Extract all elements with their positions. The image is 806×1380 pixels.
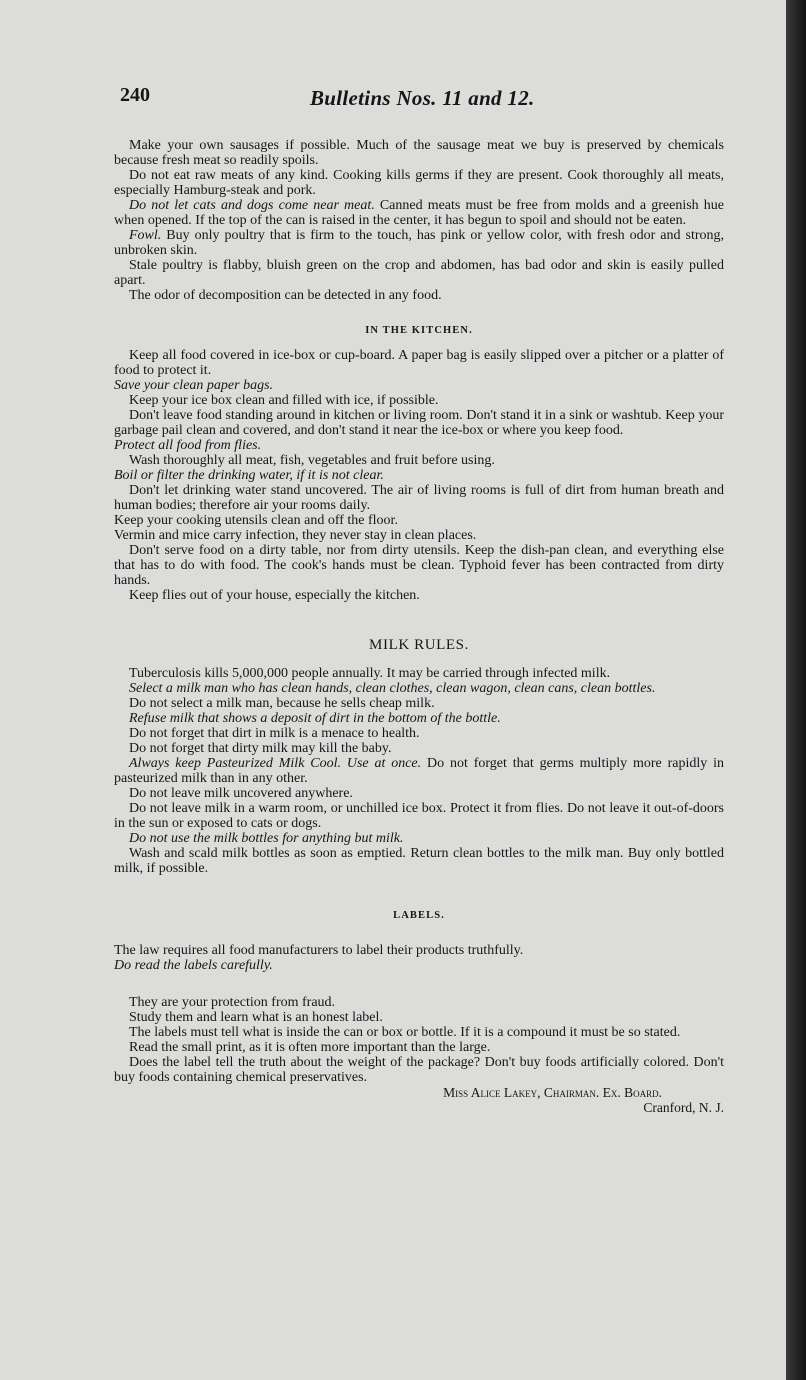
milk-rules-section bbox=[114, 666, 724, 876]
kitchen-heading: IN THE KITCHEN. bbox=[365, 325, 473, 336]
paragraph bbox=[114, 408, 724, 438]
paragraph bbox=[114, 1010, 724, 1025]
paragraph bbox=[114, 198, 724, 228]
labels-section bbox=[114, 995, 724, 1085]
paragraph bbox=[114, 711, 724, 726]
paragraph bbox=[114, 681, 724, 696]
paragraph-text: Stale poultry is flabby, bluish green on the crop and abdomen, has bad odor and skin is easily pulled apart. bbox=[114, 258, 724, 288]
paragraph-text: Wash and scald milk bottles as soon as emptied. Return clean bottles to the milk man. Buy only bottled milk, if possible. bbox=[114, 846, 724, 876]
paragraph bbox=[114, 528, 724, 543]
labels-heading: LABELS. bbox=[393, 910, 445, 921]
paragraph bbox=[114, 483, 724, 513]
paragraph-text: The odor of decomposition can be detected in any food. bbox=[129, 288, 442, 303]
paragraph bbox=[114, 1040, 724, 1055]
paragraph-text: Keep flies out of your house, especially the kitchen. bbox=[129, 588, 420, 603]
paragraph bbox=[114, 378, 724, 393]
running-title: Bulletins Nos. 11 and 12. bbox=[310, 86, 535, 110]
paragraph-text: Don't let drinking water stand uncovered. The air of living rooms is full of dirt from human breath and human bodies; therefore air your rooms daily. bbox=[114, 483, 724, 513]
paragraph bbox=[114, 801, 724, 831]
paragraph-text: Does the label tell the truth about the weight of the package? Don't buy foods artificially colored. Don't buy foods containing chemical preservatives. bbox=[114, 1055, 724, 1085]
paragraph-text: Boil or filter the drinking water, if it is not clear. bbox=[114, 468, 384, 483]
paragraph bbox=[114, 513, 724, 528]
milk-rules-heading: MILK RULES. bbox=[369, 637, 469, 653]
intro-section bbox=[114, 138, 724, 303]
paragraph-text: Always keep Pasteurized Milk Cool. Use at once. bbox=[129, 756, 422, 771]
paragraph-text-continued: Buy only poultry that is firm to the touch, has pink or yellow color, with fresh odor and strong, unbroken skin. bbox=[114, 228, 724, 258]
paragraph-text: Wash thoroughly all meat, fish, vegetables and fruit before using. bbox=[129, 453, 495, 468]
paragraph bbox=[114, 786, 724, 801]
paragraph-text: Do not leave milk in a warm room, or unchilled ice box. Protect it from flies. Do not leave it out-of-doors in the sun or exposed to cats or dogs. bbox=[114, 801, 724, 831]
signature-name: Miss Alice Lakey, Chairman. Ex. Board. bbox=[443, 1085, 662, 1100]
paragraph-text-continued: Canned meats must be free from molds and a greenish hue when opened. If the top of the can is raised in the center, it has begun to spoil and should not be eaten. bbox=[114, 198, 724, 228]
paragraph bbox=[114, 995, 724, 1010]
paragraph bbox=[114, 168, 724, 198]
paragraph bbox=[114, 393, 724, 408]
paragraph-text: Do read the labels carefully. bbox=[114, 958, 273, 973]
labels-intro bbox=[114, 943, 724, 973]
page-header bbox=[114, 82, 724, 122]
paragraph bbox=[114, 228, 724, 258]
paragraph-text: Do not forget that dirty milk may kill the baby. bbox=[129, 741, 392, 756]
paragraph bbox=[114, 726, 724, 741]
paragraph bbox=[114, 1055, 724, 1085]
paragraph-text: Keep your ice box clean and filled with ice, if possible. bbox=[129, 393, 439, 408]
kitchen-section bbox=[114, 348, 724, 603]
paragraph-text: Fowl. bbox=[129, 228, 162, 243]
paragraph bbox=[114, 943, 724, 958]
paragraph bbox=[114, 468, 724, 483]
paragraph bbox=[114, 348, 724, 378]
paragraph-text: Do not use the milk bottles for anything but milk. bbox=[129, 831, 404, 846]
paragraph bbox=[114, 1025, 724, 1040]
paragraph bbox=[114, 438, 724, 453]
paragraph-text: Keep all food covered in ice-box or cup-board. A paper bag is easily slipped over a pitcher or a platter of food to protect it. bbox=[114, 348, 724, 378]
paragraph-text: Do not eat raw meats of any kind. Cooking kills germs if they are present. Cook thoroughly all meats, especially Hamburg-steak and pork. bbox=[114, 168, 724, 198]
paragraph-text: Study them and learn what is an honest label. bbox=[129, 1010, 383, 1025]
paragraph-text: They are your protection from fraud. bbox=[129, 995, 336, 1010]
paragraph bbox=[114, 288, 724, 303]
paragraph-text: Protect all food from flies. bbox=[114, 438, 262, 453]
paragraph bbox=[114, 666, 724, 681]
paragraph-text: Do not forget that dirt in milk is a menace to health. bbox=[129, 726, 420, 741]
paragraph-text: Do not select a milk man, because he sells cheap milk. bbox=[129, 696, 435, 711]
paragraph bbox=[114, 756, 724, 786]
paragraph-text: Save your clean paper bags. bbox=[114, 378, 274, 393]
paragraph-text-continued: Do not forget that germs multiply more rapidly in pasteurized milk than in any other. bbox=[114, 756, 724, 786]
paragraph-text: Read the small print, as it is often more important than the large. bbox=[129, 1040, 491, 1055]
paragraph bbox=[114, 588, 724, 603]
paragraph-text: The labels must tell what is inside the can or box or bottle. If it is a compound it must be so stated. bbox=[129, 1025, 681, 1040]
paragraph bbox=[114, 831, 724, 846]
paragraph-text: Keep your cooking utensils clean and off the floor. bbox=[114, 513, 398, 528]
paragraph-text: Tuberculosis kills 5,000,000 people annually. It may be carried through infected milk. bbox=[129, 666, 611, 681]
page-number: 240 bbox=[120, 84, 150, 106]
paragraph-text: Do not let cats and dogs come near meat. bbox=[129, 198, 375, 213]
paragraph bbox=[114, 741, 724, 756]
paragraph bbox=[114, 958, 724, 973]
paragraph-text: Vermin and mice carry infection, they never stay in clean places. bbox=[114, 528, 477, 543]
paragraph bbox=[114, 258, 724, 288]
paragraph bbox=[114, 846, 724, 876]
paragraph bbox=[114, 543, 724, 588]
paragraph-text: Refuse milk that shows a deposit of dirt in the bottom of the bottle. bbox=[129, 711, 501, 726]
paragraph-text: The law requires all food manufacturers to label their products truthfully. bbox=[114, 943, 524, 958]
signature-place: Cranford, N. J. bbox=[643, 1100, 724, 1115]
paragraph bbox=[114, 453, 724, 468]
paragraph-text: Make your own sausages if possible. Much of the sausage meat we buy is preserved by chemicals because fresh meat so readily spoils. bbox=[114, 138, 724, 168]
paragraph bbox=[114, 138, 724, 168]
paragraph-text: Do not leave milk uncovered anywhere. bbox=[129, 786, 353, 801]
paragraph-text: Select a milk man who has clean hands, clean clothes, clean wagon, clean cans, clean bottles. bbox=[129, 681, 656, 696]
book-spine-shadow bbox=[786, 0, 806, 1380]
paragraph bbox=[114, 696, 724, 711]
paragraph-text: Don't leave food standing around in kitchen or living room. Don't stand it in a sink or washtub. Keep your garbage pail clean and covered, and don't stand it near the ice-box or where you keep food. bbox=[114, 408, 724, 438]
paragraph-text: Don't serve food on a dirty table, nor from dirty utensils. Keep the dish-pan clean, and everything else that has to do with food. The cook's hands must be clean. Typhoid fever has been contracted from dirty hands. bbox=[114, 543, 724, 588]
